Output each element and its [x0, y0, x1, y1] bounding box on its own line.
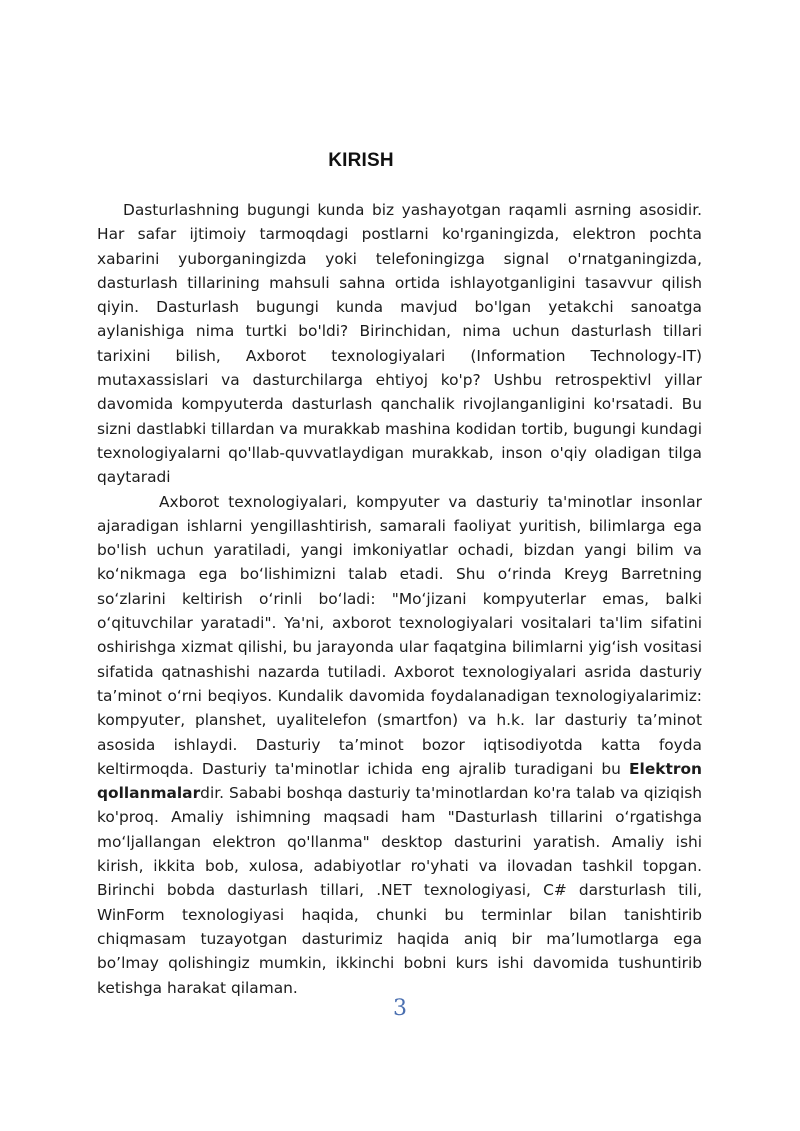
paragraph-2-text-start: Axborot texnologiyalari, kompyuter va dasturiy ta'minotlar insonlar ajaradigan ishlarni yengillashtirish, samarali faoliyat yuritish, bilimlarga ega bo'lish uchun yaratiladi, yangi imkoniyatlar ochadi, bizdan yangi bilim va koʻnikmaga ega boʻlishimizni talab etadi. Shu oʻrinda Kreyg Barretning soʻzlarini keltirish oʻrinli boʻladi: "Moʻjizani kompyuterlar emas, balki oʻqituvchilar yaratadi". Ya'ni, axborot texnologiyalari vositalari ta'lim sifatini oshirishga xizmat qilishi, bu jarayonda ular faqatgina bilimlarni yigʻish vositasi sifatida qatnashishi nazarda tutiladi. Axborot texnologiyalari asrida dasturiy taʼminot oʻrni beqiyos. Kundalik davomida foydalanadigan texnologiyalarimiz: kompyuter, planshet, uyalitelefon (smartfon) va h.k. lar dasturiy taʼminot asosida ishlaydi. Dasturiy taʼminot bozor iqtisodiyotda katta foyda keltirmoqda. Dasturiy ta'minotlar ichida eng ajralib turadigani bu [97, 492, 702, 778]
paragraph-1: Dasturlashning bugungi kunda biz yashayotgan raqamli asrning asosidir. Har safar ijtimoiy tarmoqdagi postlarni ko'rganingizda, elektron pochta xabarini yuborganingizda yoki telefoningizga signal o'rnatganingizda, dasturlash tillarining mahsuli sahna ortida ishlayotganligini tasavvur qilish qiyin. Dasturlash bugungi kunda mavjud bo'lgan yetakchi sanoatga aylanishiga nima turtki bo'ldi? Birinchidan, nima uchun dasturlash tillari tarixini bilish, Axborot texnologiyalari (Information Technology-IT) mutaxassislari va dasturchilarga ehtiyoj ko'p? Ushbu retrospektivl yillar davomida kompyuterda dasturlash qanchalik rivojlanganligini ko'rsatadi. Bu sizni dastlabki tillardan va murakkab mashina kodidan tortib, bugungi kundagi texnologiyalarni qo'llab-quvvatlaydigan murakkab, inson o'qiy oladigan tilga qaytaradi [97, 201, 702, 487]
paragraph-2-text-end: dir. Sababi boshqa dasturiy ta'minotlardan ko'ra talab va qiziqish ko'proq. Amaliy ishimning maqsadi ham "Dasturlash tillarini oʻrgatishga moʻljallangan elektron qo'llanma" desktop dasturini yaratish. Amaliy ishi kirish, ikkita bob, xulosa, adabiyotlar ro'yhati va ilovadan tashkil topgan. Birinchi bobda dasturlash tillari, .NET texnologiyasi, C# darsturlash tili, WinForm texnologiyasi haqida, chunki bu terminlar bilan tanishtirib chiqmasam tuzayotgan dasturimiz haqida aniq bir ma’lumotlarga ega bo’lmay qolishingiz mumkin, ikkinchi bobni kurs ishi davomida tushuntirib ketishga harakat qilaman. [97, 784, 702, 997]
body-text [97, 198, 702, 1000]
page-title: KIRISH [328, 150, 394, 171]
paragraph-2-bold-term: Elektron qollanmalar [97, 759, 702, 803]
page-number: 3 [393, 996, 407, 1021]
paragraph-2 [97, 490, 702, 1000]
